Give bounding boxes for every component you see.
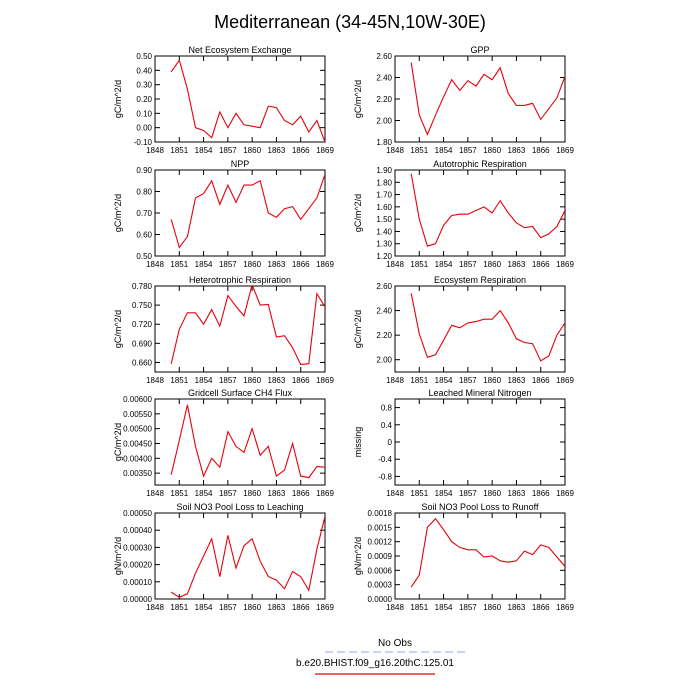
legend (296, 638, 465, 674)
y-tick-label: 0.40 (136, 66, 152, 76)
y-tick-label: -0.10 (133, 138, 152, 147)
y-tick-label: 0.00 (136, 123, 152, 133)
x-tick-label: 1869 (316, 489, 334, 498)
x-tick-label: 1869 (316, 146, 334, 155)
chart-panel-9 (353, 502, 574, 612)
series-line (411, 63, 565, 135)
x-tick-label: 1869 (556, 146, 574, 155)
y-tick-label: 1.30 (376, 239, 392, 249)
x-tick-label: 1860 (243, 260, 262, 269)
x-tick-label: 1851 (410, 260, 429, 269)
x-tick-label: 1863 (507, 603, 526, 612)
x-tick-label: 1866 (291, 603, 310, 612)
plot-frame (395, 56, 565, 142)
series-line (411, 519, 565, 587)
x-tick-label: 1860 (243, 489, 262, 498)
y-tick-label: 1.20 (376, 252, 392, 261)
x-tick-label: 1848 (146, 489, 164, 498)
y-tick-label: 2.00 (376, 355, 392, 365)
x-tick-label: 1854 (434, 146, 453, 155)
panel-title: Autotrophic Respiration (433, 159, 527, 169)
y-tick-label: 0.0018 (367, 509, 392, 518)
plot-frame (395, 399, 565, 485)
y-tick-label: -0.4 (378, 455, 392, 465)
x-tick-label: 1869 (556, 603, 574, 612)
x-tick-label: 1857 (458, 603, 477, 612)
x-tick-label: 1857 (218, 146, 237, 155)
y-tick-label: 0.750 (131, 301, 152, 311)
x-tick-label: 1857 (458, 376, 477, 385)
x-tick-label: 1848 (386, 489, 404, 498)
x-tick-label: 1863 (267, 376, 286, 385)
x-tick-label: 1866 (531, 146, 550, 155)
y-tick-label: 0.00010 (123, 577, 152, 587)
x-tick-label: 1854 (194, 489, 213, 498)
x-tick-label: 1851 (410, 376, 429, 385)
y-tick-label: 0.0006 (367, 566, 392, 576)
x-tick-label: 1857 (218, 603, 237, 612)
x-tick-label: 1860 (483, 146, 502, 155)
y-axis-label: gC/m^2/d (113, 309, 123, 349)
panel-title: Gridcell Surface CH4 Flux (187, 388, 293, 398)
y-tick-label: 1.50 (376, 215, 392, 225)
x-tick-label: 1866 (531, 260, 550, 269)
figure-title: Mediterranean (34-45N,10W-30E) (214, 12, 486, 32)
series-line (171, 174, 325, 247)
y-tick-label: 0.0012 (367, 537, 392, 547)
series-line (171, 285, 325, 365)
x-tick-label: 1857 (458, 260, 477, 269)
x-tick-label: 1854 (194, 376, 213, 385)
x-tick-label: 1869 (556, 489, 574, 498)
y-tick-label: 0.00400 (123, 454, 152, 464)
y-tick-label: 0.60 (136, 230, 152, 240)
chart-panel-1 (353, 45, 574, 155)
y-tick-label: 0.70 (136, 209, 152, 218)
panel-title: Net Ecosystem Exchange (188, 45, 292, 55)
x-tick-label: 1854 (434, 603, 453, 612)
x-tick-label: 1863 (507, 146, 526, 155)
y-axis-label: gC/m^2/d (113, 79, 123, 119)
y-tick-label: 0.00550 (123, 409, 152, 419)
y-tick-label: 2.20 (376, 95, 392, 104)
x-tick-label: 1851 (410, 146, 429, 155)
plot-frame (395, 513, 565, 599)
x-tick-label: 1869 (316, 260, 334, 269)
y-tick-label: 0.8 (380, 403, 392, 413)
x-tick-label: 1857 (218, 260, 237, 269)
x-tick-label: 1860 (483, 603, 502, 612)
x-tick-label: 1854 (434, 489, 453, 498)
x-tick-label: 1866 (531, 603, 550, 612)
x-tick-label: 1851 (410, 603, 429, 612)
x-tick-label: 1854 (194, 146, 213, 155)
y-tick-label: 2.40 (376, 306, 392, 316)
x-tick-label: 1866 (291, 376, 310, 385)
chart-panel-2 (113, 159, 334, 269)
series-line (171, 516, 325, 597)
x-tick-label: 1854 (434, 260, 453, 269)
panel-title: Soil NO3 Pool Loss to Runoff (421, 502, 539, 512)
panel-title: Soil NO3 Pool Loss to Leaching (176, 502, 304, 512)
x-tick-label: 1863 (267, 260, 286, 269)
legend-obs-label: No Obs (378, 638, 412, 649)
chart-panel-3 (353, 159, 574, 269)
x-tick-label: 1851 (170, 260, 189, 269)
x-tick-label: 1857 (458, 489, 477, 498)
y-tick-label: 0.720 (131, 320, 152, 330)
x-tick-label: 1857 (218, 489, 237, 498)
y-axis-label: gC/m^2/d (353, 309, 363, 349)
x-tick-label: 1866 (291, 146, 310, 155)
chart-panel-7 (353, 388, 574, 498)
y-tick-label: 0.00040 (123, 526, 152, 536)
x-tick-label: 1857 (458, 146, 477, 155)
x-tick-label: 1863 (507, 376, 526, 385)
y-tick-label: 0.00000 (123, 595, 152, 604)
series-line (411, 293, 565, 361)
x-tick-label: 1851 (170, 146, 189, 155)
x-tick-label: 1851 (170, 489, 189, 498)
y-tick-label: 0.00450 (123, 439, 152, 449)
y-tick-label: 0.90 (136, 166, 152, 175)
x-tick-label: 1848 (386, 146, 404, 155)
y-tick-label: 0.50 (136, 252, 152, 261)
x-tick-label: 1851 (170, 376, 189, 385)
x-tick-label: 1860 (243, 376, 262, 385)
y-tick-label: 0.0000 (367, 595, 392, 604)
y-tick-label: 2.60 (376, 52, 392, 61)
y-tick-label: 0.690 (131, 339, 152, 349)
plot-frame (155, 56, 325, 142)
y-tick-label: 0.4 (380, 420, 392, 430)
series-line (171, 60, 325, 142)
y-tick-label: 2.40 (376, 73, 392, 83)
x-tick-label: 1863 (507, 260, 526, 269)
x-tick-label: 1866 (531, 376, 550, 385)
y-tick-label: 0 (387, 438, 392, 447)
chart-panel-6 (113, 388, 334, 498)
y-tick-label: 0.0009 (367, 552, 392, 561)
y-tick-label: 0.780 (131, 282, 152, 291)
plot-frame (155, 286, 325, 372)
y-tick-label: 0.30 (136, 80, 152, 90)
plot-frame (395, 170, 565, 256)
x-tick-label: 1866 (531, 489, 550, 498)
y-tick-label: 0.0015 (367, 523, 392, 533)
y-tick-label: 1.90 (376, 166, 392, 175)
x-tick-label: 1860 (483, 260, 502, 269)
x-tick-label: 1863 (507, 489, 526, 498)
x-tick-label: 1863 (267, 603, 286, 612)
chart-panel-5 (353, 275, 574, 385)
y-tick-label: 0.660 (131, 358, 152, 368)
chart-panel-8 (113, 502, 334, 612)
y-tick-label: 0.00050 (123, 509, 152, 518)
x-tick-label: 1869 (316, 376, 334, 385)
x-tick-label: 1863 (267, 146, 286, 155)
panel-title: Leached Mineral Nitrogen (428, 388, 532, 398)
y-axis-label: gC/m^2/d (353, 79, 363, 119)
x-tick-label: 1848 (386, 603, 404, 612)
y-axis-label: gN/m^2/d (113, 536, 123, 576)
x-tick-label: 1848 (146, 146, 164, 155)
y-tick-label: 0.00030 (123, 543, 152, 553)
panel-title: Heterotrophic Respiration (188, 275, 292, 285)
panel-title: GPP (470, 45, 490, 55)
x-tick-label: 1851 (170, 603, 189, 612)
y-tick-label: 0.10 (136, 109, 152, 119)
y-tick-label: 0.80 (136, 187, 152, 197)
y-tick-label: 1.60 (376, 202, 392, 212)
x-tick-label: 1857 (218, 376, 237, 385)
y-tick-label: 0.00600 (123, 395, 152, 404)
series-line (171, 405, 325, 478)
y-axis-label: missing (353, 426, 363, 458)
chart-panel-0 (113, 45, 334, 155)
plot-frame (155, 170, 325, 256)
legend-model-label: b.e20.BHIST.f09_g16.20thC.125.01 (296, 658, 454, 669)
x-tick-label: 1869 (316, 603, 334, 612)
panel-title: NPP (230, 159, 250, 169)
y-tick-label: 0.20 (136, 95, 152, 104)
x-tick-label: 1869 (556, 376, 574, 385)
x-tick-label: 1860 (243, 603, 262, 612)
y-tick-label: -0.8 (378, 472, 392, 482)
x-tick-label: 1854 (194, 260, 213, 269)
chart-panel-4 (113, 275, 334, 385)
y-tick-label: 0.00020 (123, 560, 152, 570)
x-tick-label: 1848 (146, 376, 164, 385)
y-tick-label: 0.50 (136, 52, 152, 61)
y-tick-label: 0.00350 (123, 469, 152, 479)
y-axis-label: gC/m^2/d (113, 422, 123, 462)
panels (113, 45, 574, 612)
panel-title: Ecosystem Respiration (433, 275, 527, 285)
x-tick-label: 1854 (194, 603, 213, 612)
y-tick-label: 2.20 (376, 331, 392, 341)
x-tick-label: 1860 (483, 489, 502, 498)
y-axis-label: gN/m^2/d (353, 536, 363, 576)
y-tick-label: 1.80 (376, 138, 392, 147)
x-tick-label: 1863 (267, 489, 286, 498)
x-tick-label: 1851 (410, 489, 429, 498)
x-tick-label: 1848 (146, 260, 164, 269)
x-tick-label: 1866 (291, 260, 310, 269)
y-tick-label: 2.00 (376, 116, 392, 126)
x-tick-label: 1869 (556, 260, 574, 269)
y-axis-label: gC/m^2/d (113, 193, 123, 233)
x-tick-label: 1848 (386, 260, 404, 269)
x-tick-label: 1860 (243, 146, 262, 155)
x-tick-label: 1854 (434, 376, 453, 385)
y-tick-label: 0.00500 (123, 424, 152, 434)
x-tick-label: 1860 (483, 376, 502, 385)
y-tick-label: 1.70 (376, 190, 392, 200)
series-line (411, 174, 565, 247)
y-tick-label: 1.40 (376, 227, 392, 237)
x-tick-label: 1848 (146, 603, 164, 612)
y-tick-label: 0.0003 (367, 580, 392, 590)
y-tick-label: 1.80 (376, 178, 392, 188)
x-tick-label: 1848 (386, 376, 404, 385)
x-tick-label: 1866 (291, 489, 310, 498)
y-tick-label: 2.60 (376, 282, 392, 291)
y-axis-label: gC/m^2/d (353, 193, 363, 233)
